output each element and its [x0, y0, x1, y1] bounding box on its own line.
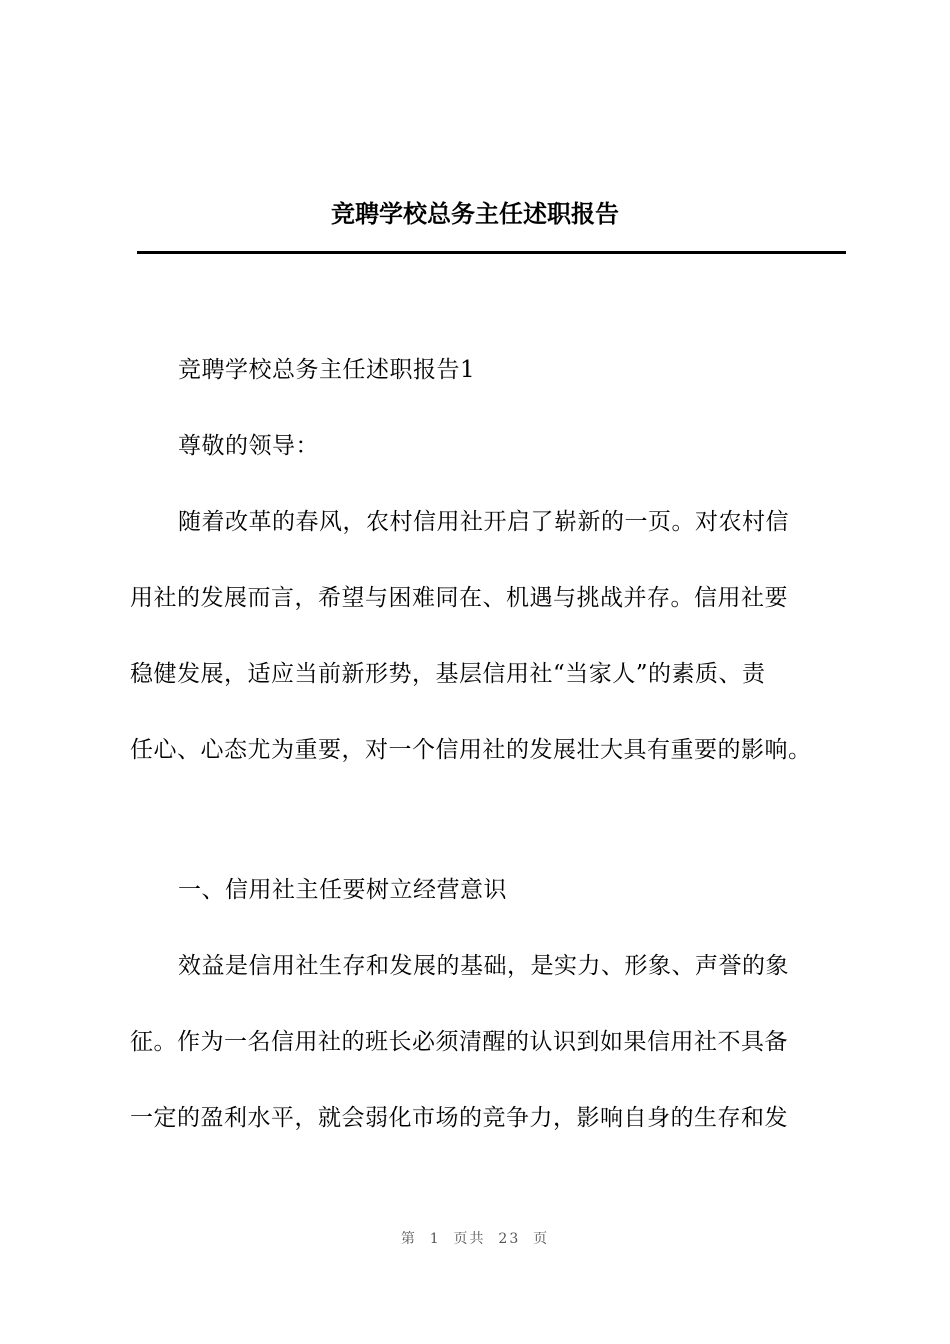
- section-heading-1: 竞聘学校总务主任述职报告1: [178, 357, 476, 383]
- paragraph-line: 稳健发展，适应当前新形势，基层信用社“当家人”的素质、责: [130, 661, 766, 687]
- document-title: 竞聘学校总务主任述职报告: [331, 199, 619, 228]
- salutation: 尊敬的领导：: [178, 433, 319, 459]
- paragraph-line: 用社的发展而言，希望与困难同在、机遇与挑战并存。信用社要: [130, 585, 788, 611]
- paragraph-line: 任心、心态尤为重要，对一个信用社的发展壮大具有重要的影响。: [130, 737, 812, 763]
- paragraph-line: 随着改革的春风，农村信用社开启了崭新的一页。对农村信: [178, 509, 789, 535]
- title-underline: [137, 251, 846, 254]
- paragraph-line: 效益是信用社生存和发展的基础，是实力、形象、声誉的象: [178, 953, 789, 979]
- section-heading-2: 一、信用社主任要树立经营意识: [178, 877, 507, 903]
- paragraph-line: 一定的盈利水平，就会弱化市场的竞争力，影响自身的生存和发: [130, 1105, 788, 1131]
- page-number-footer: 第 1 页共 23 页: [400, 1231, 550, 1247]
- paragraph-line: 征。作为一名信用社的班长必须清醒的认识到如果信用社不具备: [130, 1029, 788, 1055]
